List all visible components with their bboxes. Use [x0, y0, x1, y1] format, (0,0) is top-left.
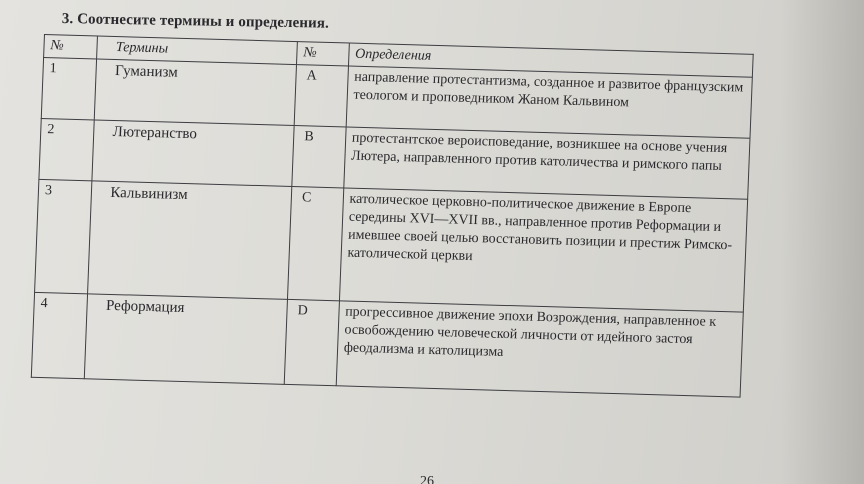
row-definition: католическое церковно-политическое движение в Европе середины XVI—XVII вв., направленное против Реформации и имевшее своей целью восстановить позиции и престиж Римско-католической церкви	[339, 188, 748, 312]
table-row	[35, 179, 748, 312]
row-num: 3	[35, 179, 93, 293]
task-title: 3. Соотнесите термины и определения.	[61, 11, 330, 32]
row-definition: направление протестантизма, созданное и развитое французским теологом и проповедником Жаном Кальвином	[346, 66, 753, 138]
row-term: Лютеранство	[92, 120, 294, 187]
row-num: 4	[31, 292, 88, 378]
matching-table-wrap	[31, 34, 754, 398]
row-num: 1	[41, 57, 97, 119]
row-term: Гуманизм	[95, 59, 297, 126]
row-letter: A	[294, 65, 348, 127]
matching-table	[31, 34, 754, 398]
row-letter: C	[288, 186, 344, 300]
header-definitions: Определения	[348, 43, 753, 77]
page-number: 26	[420, 474, 434, 484]
header-num2: №	[297, 42, 349, 66]
row-definition: прогрессивное движение эпохи Возрождения, направленное к освобождению человеческой личности от идейного застоя феодализма и католицизма	[336, 301, 743, 397]
header-terms: Термины	[97, 36, 298, 65]
page-shadow	[780, 0, 864, 484]
row-term: Кальвинизм	[88, 181, 292, 299]
row-letter: D	[284, 299, 339, 385]
header-num: №	[44, 35, 98, 59]
row-term: Реформация	[85, 294, 288, 385]
row-num: 2	[39, 118, 95, 180]
row-definition: протестантское вероисповедание, возникшее на основе учения Лютера, направленного против католичества и римского папы	[343, 127, 750, 199]
row-letter: B	[292, 126, 346, 188]
